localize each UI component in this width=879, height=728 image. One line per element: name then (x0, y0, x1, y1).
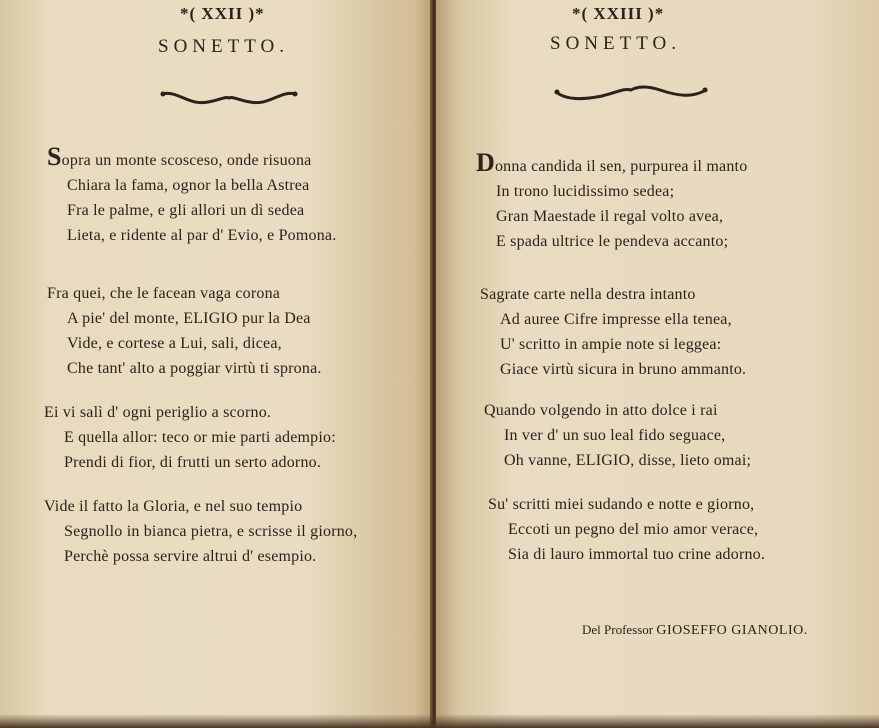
left-stanza-4 (44, 494, 357, 569)
right-stanza-4 (488, 492, 765, 567)
left-stanza-2 (47, 281, 322, 381)
left-page-title: SONETTO. (158, 36, 289, 57)
signature-name: GIOSEFFO GIANOLIO. (656, 623, 808, 638)
verse-line: Su' scritti miei sudando e notte e giorno, (488, 496, 755, 513)
verse-line: Ei vi salì d' ogni periglio a scorno. (44, 404, 272, 421)
right-page-header: *( XXIII )* (572, 4, 665, 23)
verse-line: Sopra un monte scosceso, onde risuona (47, 142, 312, 171)
right-stanza-2 (480, 282, 746, 382)
signature-prefix: Del Professor (582, 622, 654, 637)
verse-line: Sia di lauro immortal tuo crine adorno. (508, 546, 766, 563)
right-page (436, 0, 879, 728)
verse-line: Vide, e cortese a Lui, sali, dicea, (67, 335, 282, 352)
verse-line: Quando volgendo in atto dolce i rai (484, 402, 718, 419)
scroll-flourish-icon (552, 82, 710, 104)
verse-line: E spada ultrice le pendeva accanto; (496, 233, 729, 250)
verse-line: Che tant' alto a poggiar virtù ti sprona. (67, 360, 322, 377)
drop-cap: D (476, 148, 495, 177)
verse-line: Ad auree Cifre impresse ella tenea, (500, 311, 732, 328)
scroll-flourish-icon (158, 88, 300, 110)
verse-line: Fra quei, che le facean vaga corona (47, 285, 281, 302)
verse-line: Gran Maestade il regal volto avea, (496, 208, 724, 225)
verse-line: Sagrate carte nella destra intanto (480, 286, 696, 303)
verse-line: Fra le palme, e gli allori un dì sedea (67, 202, 305, 219)
page-bottom-edge (0, 714, 879, 728)
author-signature (582, 622, 808, 639)
right-stanza-3 (484, 398, 751, 473)
left-stanza-3 (44, 400, 336, 475)
verse-line: A pie' del monte, ELIGIO pur la Dea (67, 310, 311, 327)
left-page (0, 0, 432, 728)
left-stanza-1 (47, 144, 336, 248)
right-page-title: SONETTO. (550, 33, 681, 54)
right-stanza-1 (476, 150, 747, 254)
verse-line: Prendi di fior, di frutti un serto adorno. (64, 454, 322, 471)
verse-line: Chiara la fama, ognor la bella Astrea (67, 177, 310, 194)
verse-line: Perchè possa servire altrui d' esempio. (64, 548, 317, 565)
verse-line: U' scritto in ampie note si leggea: (500, 336, 722, 353)
verse-line: Vide il fatto la Gloria, e nel suo tempio (44, 498, 303, 515)
verse-line: Lieta, e ridente al par d' Evio, e Pomona. (67, 227, 337, 244)
verse-line: In ver d' un suo leal fido seguace, (504, 427, 726, 444)
verse-line: Giace virtù sicura in bruno ammanto. (500, 361, 747, 378)
verse-line: Segnollo in bianca pietra, e scrisse il giorno, (64, 523, 358, 540)
verse-line: Oh vanne, ELIGIO, disse, lieto omai; (504, 452, 752, 469)
verse-line: In trono lucidissimo sedea; (496, 183, 675, 200)
drop-cap: S (47, 142, 62, 171)
verse-line: Donna candida il sen, purpurea il manto (476, 148, 748, 177)
verse-line: Eccoti un pegno del mio amor verace, (508, 521, 759, 538)
left-page-header: *( XXII )* (180, 4, 265, 23)
verse-line: E quella allor: teco or mie parti adempio: (64, 429, 336, 446)
